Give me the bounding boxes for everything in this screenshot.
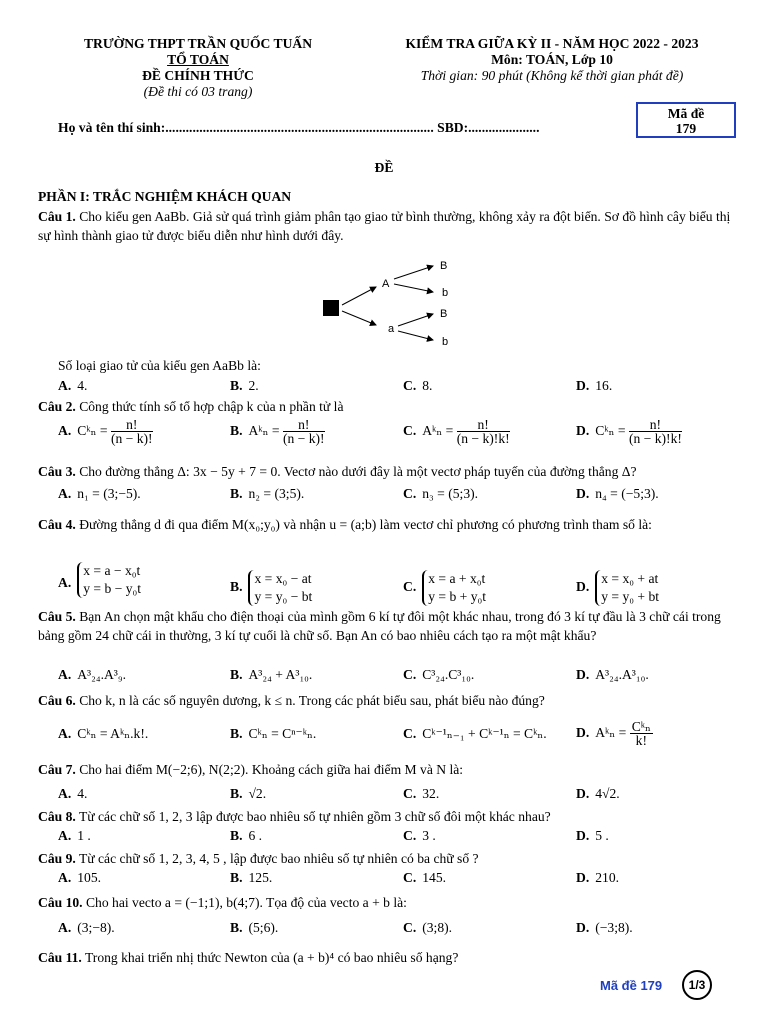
tree-edge [394, 266, 433, 279]
option-d[interactable]: x = x₀ + at y = y₀ + bt [595, 570, 659, 606]
pages-note: (Đề thi có 03 trang) [143, 84, 253, 99]
question-4 [38, 514, 732, 536]
question-1-sub: Số loại giao tử của kiểu gen AaBb là: [58, 358, 261, 373]
option-d[interactable]: 210. [595, 870, 620, 885]
question-text: Cho hai vecto a = (−1;1), b(4;7). Tọa độ của vecto a + b là: [85, 895, 407, 910]
question-3 [38, 462, 732, 481]
option-b[interactable]: 2. [248, 378, 259, 393]
question-label: Câu 2. [38, 399, 76, 414]
question-text: Cho k, n là các số nguyên dương, k ≤ n. Trong các phát biểu sau, phát biểu nào đúng? [79, 693, 545, 708]
option-c[interactable]: x = a + x₀t y = b + y₀t [422, 570, 486, 606]
question-label: Câu 11. [38, 950, 82, 965]
option-a[interactable]: A³₂₄.A³₉. [77, 667, 127, 682]
question-label: Câu 9. [38, 851, 76, 866]
option-a[interactable]: n₁ = (3;−5). [77, 486, 141, 501]
question-label: Câu 8. [38, 809, 76, 824]
option-a[interactable]: 4. [77, 378, 88, 393]
options-row: A. (3;−8). B. (5;6). C. (3;8). D. (−3;8). [58, 920, 633, 935]
tree-edge [398, 314, 433, 326]
tree-leaf-B: B [440, 308, 448, 320]
department: TỔ TOÁN [167, 52, 229, 67]
tree-leaf-b: b [442, 287, 449, 299]
option-a[interactable]: Cᵏₙ = $\frac{n!}{(n - k)!}$ [77, 417, 153, 446]
options-row: A. 105. B. 125. C. 145. D. 210. [58, 870, 620, 885]
option-c[interactable]: 32. [422, 786, 440, 801]
option-d[interactable]: 5 . [595, 828, 609, 843]
tree-root-node [323, 300, 339, 316]
question-11 [38, 948, 732, 967]
tree-node-a: a [388, 323, 395, 335]
option-c[interactable]: Aᵏₙ = $\frac{n!}{(n - k)!k!}$ [422, 417, 510, 446]
question-2 [38, 397, 732, 416]
question-label: Câu 4. [38, 517, 76, 532]
question-label: Câu 7. [38, 762, 76, 777]
exam-time: Thời gian: 90 phút (Không kể thời gian phát đề) [420, 68, 684, 83]
question-label: Câu 5. [38, 609, 76, 624]
part1-title: PHẦN I: TRẮC NGHIỆM KHÁCH QUAN [38, 189, 292, 204]
option-b[interactable]: (5;6). [248, 920, 279, 935]
tree-edge [398, 331, 433, 340]
tree-edge [342, 311, 376, 325]
options-row: A. 1 . B. 6 . C. 3 . D. 5 . [58, 828, 609, 843]
options-row: A. A³₂₄.A³₉. B. A³₂₄ + A³₁₀. C. C³₂₄.C³₁₀. D. A³₂₄.A³₁₀. [58, 667, 649, 682]
tree-edge [342, 287, 376, 305]
tree-leaf-b: b [442, 336, 449, 348]
question-label: Câu 6. [38, 693, 76, 708]
option-b[interactable]: Cᵏₙ = Cⁿ⁻ᵏₙ. [248, 726, 317, 741]
tree-leaf-B: B [440, 260, 448, 272]
student-info-line: Họ và tên thí sinh:............................................................................... SBD:..................... [58, 120, 540, 135]
question-1 [38, 207, 732, 245]
options-row: A. 4. B. 2. C. 8. D. 16. [58, 378, 613, 393]
exam-code-label: Mã đề [667, 106, 705, 121]
question-text: Cho đường thẳng Δ: 3x − 5y + 7 = 0. Vectơ nào dưới đây là một vectơ pháp tuyến của đường thẳng Δ? [79, 464, 637, 479]
option-a[interactable]: 105. [77, 870, 102, 885]
option-c[interactable]: C³₂₄.C³₁₀. [422, 667, 475, 682]
option-a[interactable]: 1 . [77, 828, 91, 843]
option-c[interactable]: (3;8). [422, 920, 453, 935]
options-row: A. n₁ = (3;−5). B. n₂ = (3;5). C. n₃ = (5;3). D. n₄ = (−5;3). [58, 486, 659, 501]
question-label: Câu 10. [38, 895, 83, 910]
exam-title: KIỂM TRA GIỮA KỲ II - NĂM HỌC 2022 - 2023 [405, 36, 699, 51]
option-b[interactable]: A³₂₄ + A³₁₀. [248, 667, 313, 682]
exam-code-box [636, 102, 736, 138]
page-number: 1/3 [682, 970, 712, 1000]
question-9 [38, 849, 732, 868]
official-label: ĐỀ CHÍNH THỨC [142, 68, 254, 83]
option-c[interactable]: 8. [422, 378, 433, 393]
footer-exam-code: Mã đề 179 [600, 978, 663, 993]
subject: Môn: TOÁN, Lớp 10 [491, 52, 613, 67]
question-label: Câu 1. [38, 209, 76, 224]
option-b[interactable]: Aᵏₙ = $\frac{n!}{(n - k)!}$ [248, 417, 325, 446]
question-text: Trong khai triển nhị thức Newton của (a + b)⁴ có bao nhiêu số hạng? [84, 950, 459, 965]
gamete-tree-diagram [320, 255, 460, 350]
question-8 [38, 807, 732, 826]
question-6 [38, 691, 732, 710]
question-text: Công thức tính số tổ hợp chập k của n phần tử là [79, 399, 344, 414]
option-c[interactable]: n₃ = (5;3). [422, 486, 479, 501]
question-text: Cho kiểu gen AaBb. Giả sử quá trình giảm phân tạo giao tử bình thường, không xảy ra đột biến. Sơ đồ hình cây biểu thị sự hình thành giao tử được biểu diễn như hình dưới đây. [38, 209, 731, 243]
option-b[interactable]: x = x₀ − at y = y₀ − bt [248, 570, 312, 606]
question-text: Đường thẳng d đi qua điểm M(x₀;y₀) và nhận u = (a;b) làm vectơ chỉ phương có phương trình tham số là: [79, 517, 652, 532]
option-b[interactable]: n₂ = (3;5). [248, 486, 305, 501]
options-row: A. Cᵏₙ = Aᵏₙ.k!. B. Cᵏₙ = Cⁿ⁻ᵏₙ. C. Cᵏ⁻¹ₙ₋₁ + Cᵏ⁻¹ₙ = Cᵏₙ. D. Aᵏₙ = $\frac{\text{Cᵏₙ}}{k!}$ [58, 719, 651, 748]
header-right [360, 36, 744, 84]
option-d[interactable]: Aᵏₙ = $\frac{\text{Cᵏₙ}}{k!}$ [595, 719, 651, 748]
tree-node-A: A [382, 278, 390, 290]
option-d[interactable]: A³₂₄.A³₁₀. [595, 667, 649, 682]
options-row: A. Cᵏₙ = $\frac{n!}{(n - k)!}$ B. Aᵏₙ = $\frac{n!}{(n - k)!}$ C. Aᵏₙ = $\frac{n!}{(n - k)!k!}$ D. Cᵏₙ = $\frac{n!}{(n - k)!k!}$ [58, 417, 682, 446]
option-d[interactable]: n₄ = (−5;3). [595, 486, 659, 501]
header-left [50, 36, 346, 100]
question-5 [38, 607, 732, 645]
option-c[interactable]: 145. [422, 870, 447, 885]
question-text: Cho hai điểm M(−2;6), N(2;2). Khoảng cách giữa hai điểm M và N là: [79, 762, 464, 777]
option-c[interactable]: Cᵏ⁻¹ₙ₋₁ + Cᵏ⁻¹ₙ = Cᵏₙ. [422, 726, 547, 741]
option-b[interactable]: 125. [248, 870, 273, 885]
options-row: A. 4. B. √2. C. 32. D. 4√2. [58, 786, 620, 801]
question-text: Bạn An chọn mật khẩu cho điện thoại của mình gồm 6 kí tự đôi một khác nhau, trong đó 3 kí tự đầu là 3 chữ cái trong bảng gồm 24 chữ cái in thường, 3 kí tự cuối là chữ số. Bạn An có bao nhiêu cách tạo ra một mật khẩu? [38, 609, 721, 643]
option-b[interactable]: 6 . [248, 828, 263, 843]
option-a[interactable]: (3;−8). [77, 920, 115, 935]
option-a[interactable]: 4. [77, 786, 88, 801]
option-d[interactable]: 16. [595, 378, 613, 393]
option-d[interactable]: 4√2. [595, 786, 620, 801]
de-heading: ĐỀ [374, 160, 394, 175]
question-text: Từ các chữ số 1, 2, 3, 4, 5 , lập được bao nhiêu số tự nhiên có ba chữ số ? [78, 851, 479, 866]
option-c[interactable]: 3 . [422, 828, 436, 843]
question-text: Từ các chữ số 1, 2, 3 lập được bao nhiêu số tự nhiên gồm 3 chữ số đôi một khác nhau? [78, 809, 551, 824]
tree-edge [394, 284, 433, 292]
question-10 [38, 893, 732, 912]
question-7 [38, 760, 732, 779]
option-d[interactable]: Cᵏₙ = $\frac{n!}{(n - k)!k!}$ [595, 417, 682, 446]
options-row: A. x = a − x₀t y = b − y₀t B. x = x₀ − at y = y₀ − bt C. x = a + x₀t y = b + y₀t D. x = x₀ + at y = y₀ + bt [58, 563, 660, 604]
school-name: TRƯỜNG THPT TRẦN QUỐC TUẤN [83, 36, 313, 51]
question-label: Câu 3. [38, 464, 76, 479]
option-d[interactable]: (−3;8). [595, 920, 633, 935]
option-a[interactable]: x = a − x₀t y = b − y₀t [77, 562, 141, 598]
option-a[interactable]: Cᵏₙ = Aᵏₙ.k!. [77, 726, 149, 741]
option-b[interactable]: √2. [248, 786, 267, 801]
exam-code: 179 [675, 121, 697, 136]
